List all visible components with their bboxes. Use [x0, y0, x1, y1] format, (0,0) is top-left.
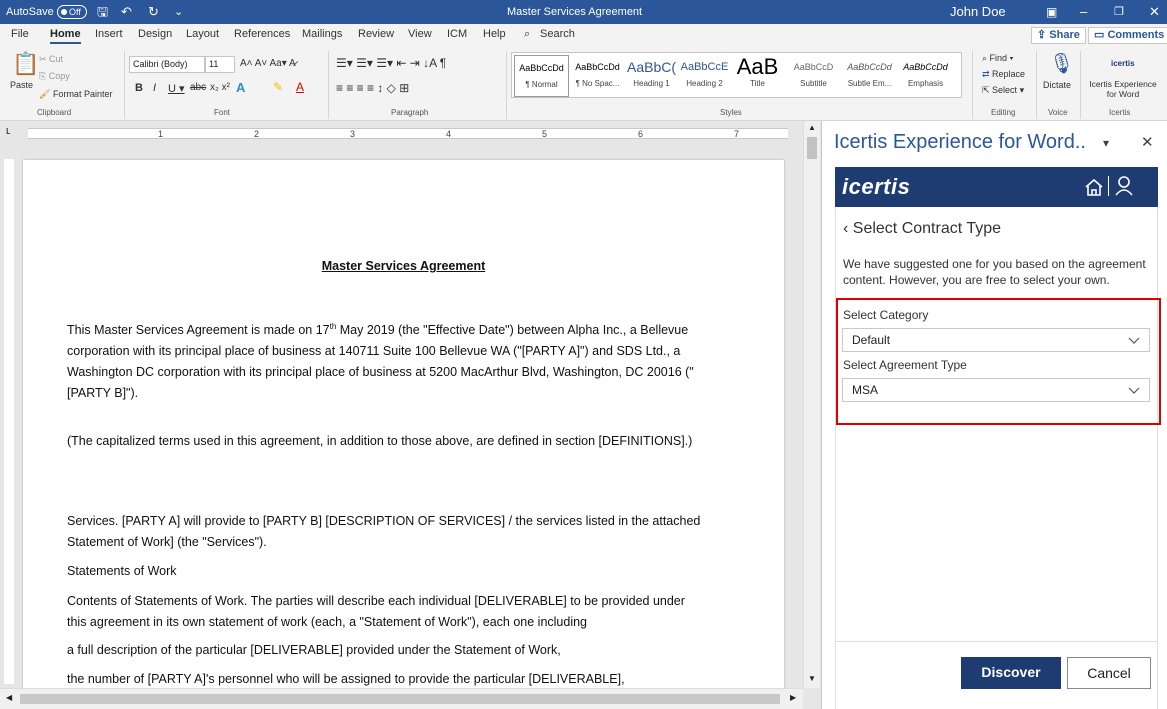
- cursor-icon: ⇱: [982, 85, 993, 95]
- ruler-track: [28, 128, 788, 139]
- ribbon-tabs: [0, 24, 1167, 47]
- voice-group-label: Voice: [1048, 108, 1068, 117]
- icertis-logo: icertis: [842, 174, 911, 199]
- divider: [328, 51, 329, 119]
- chevron-down-icon: [1128, 334, 1140, 346]
- ruler-number: 1: [158, 129, 164, 139]
- document-page[interactable]: [23, 160, 784, 690]
- style-no-spacing[interactable]: [570, 55, 625, 97]
- divider: [1036, 51, 1037, 119]
- scroll-thumb[interactable]: [20, 694, 780, 704]
- pane-options-icon[interactable]: ▾: [1103, 136, 1110, 150]
- divider: [835, 641, 1158, 642]
- home-icon[interactable]: [1084, 178, 1104, 196]
- divider: [972, 51, 973, 119]
- style-name: ¶ No Spac...: [575, 79, 620, 88]
- strikethrough-icon[interactable]: abc: [190, 82, 207, 93]
- agreement-type-select[interactable]: [842, 378, 1150, 402]
- style-title[interactable]: [730, 55, 785, 97]
- scroll-right-icon[interactable]: ▶: [790, 693, 797, 702]
- ruler-number: 2: [254, 129, 260, 139]
- font-group-label: Font: [214, 108, 231, 117]
- select-label: Select: [992, 85, 1018, 95]
- highlight-icon[interactable]: ✎: [273, 80, 284, 94]
- align-icons[interactable]: ≡ ≡ ≡ ≡ ↕ ◇ ⊞: [336, 81, 410, 95]
- tab-icm[interactable]: ICM: [447, 28, 468, 40]
- tab-design[interactable]: Design: [138, 28, 173, 40]
- format-painter-label: Format Painter: [52, 89, 113, 99]
- styles-gallery: [511, 52, 962, 98]
- chevron-down-icon: [1128, 384, 1140, 396]
- category-label: Select Category: [843, 308, 929, 322]
- style-preview: AaBbCcDd: [519, 63, 564, 73]
- icertis-group-label: Icertis: [1109, 108, 1131, 117]
- find-button[interactable]: ⌕ Find ▾: [982, 53, 1014, 63]
- brush-icon: 🖌: [39, 89, 53, 99]
- suggestion-description: We have suggested one for you based on the agreement content. However, you are free to select your own.: [843, 257, 1146, 287]
- microphone-icon[interactable]: 🎙: [1049, 53, 1075, 75]
- tab-selector-icon[interactable]: ʟ: [6, 125, 11, 137]
- styles-group-label: Styles: [720, 108, 742, 117]
- style-preview: AaBbCcDd: [575, 62, 620, 72]
- scroll-left-icon[interactable]: ◀: [6, 693, 13, 702]
- document-paragraph: Contents of Statements of Work. The parties will describe each individual [DELIVERABLE] to be provided under this agreement in its own statement of work (each, a "Statement of Work"), each one including: [67, 594, 685, 629]
- replace-icon: ⇄: [982, 69, 993, 79]
- tab-review[interactable]: Review: [358, 28, 395, 40]
- document-heading: Master Services Agreement: [321, 259, 486, 273]
- format-painter-button[interactable]: [39, 89, 112, 100]
- paragraph-text: May 2019 (the "Effective Date") between Alpha Inc., a Bellevue corporation with its principal place of business at 140711 Suite 100 Bellevue WA ("[PARTY A]") and SDS Ltd., a Washington DC corporation with its principal place of business at 5200 MacArthur Blvd, Washington, DC 20016 ("[PARTY B]").: [67, 323, 694, 401]
- scroll-up-icon[interactable]: ▲: [808, 123, 816, 132]
- customize-qat-icon[interactable]: ⌄: [174, 6, 184, 18]
- tab-insert[interactable]: Insert: [95, 28, 123, 40]
- document-paragraph: Services. [PARTY A] will provide to [PARTY B] [DESCRIPTION OF SERVICES] / the services listed in the attached Statement of Work] (the "Services").: [67, 514, 701, 549]
- font-size-select[interactable]: 11: [205, 56, 235, 73]
- ruler-number: 6: [638, 129, 644, 139]
- document-paragraph: a full description of the particular [DELIVERABLE] provided under the Statement of Work,: [67, 643, 561, 657]
- vertical-ruler-track: [4, 159, 14, 684]
- tab-layout[interactable]: Layout: [186, 28, 220, 40]
- document-paragraph: [67, 316, 707, 404]
- replace-button[interactable]: [982, 69, 1025, 80]
- copy-label: Copy: [48, 71, 70, 81]
- document-paragraph: Statements of Work: [67, 564, 177, 578]
- cut-label: Cut: [49, 54, 64, 64]
- style-normal[interactable]: [514, 55, 569, 97]
- find-label: Find: [989, 53, 1008, 63]
- save-icon[interactable]: 🖫: [97, 4, 109, 19]
- agreement-type-value: MSA: [852, 383, 879, 397]
- style-preview: AaBbCcD: [793, 62, 834, 72]
- tab-view[interactable]: View: [408, 28, 432, 40]
- style-subtitle[interactable]: [786, 55, 841, 97]
- share-icon: ⇪: [1037, 29, 1050, 41]
- subscript-icon[interactable]: x₂ x²: [210, 82, 230, 93]
- section-title: Select Contract Type: [852, 220, 1002, 237]
- clipboard-group-label: Clipboard: [37, 108, 72, 117]
- autosave-toggle[interactable]: Off: [57, 5, 87, 19]
- horizontal-ruler: [0, 121, 800, 145]
- find-icon: ⌕: [982, 53, 990, 63]
- category-select[interactable]: [842, 328, 1150, 352]
- paste-icon[interactable]: 📋: [12, 51, 40, 76]
- divider: [506, 51, 507, 119]
- agreement-type-label: Select Agreement Type: [843, 358, 967, 372]
- addin-content: [835, 207, 1158, 709]
- task-pane-title: Icertis Experience for Word..: [834, 131, 1086, 153]
- paragraph-group-label: Paragraph: [391, 108, 429, 117]
- ribbon-display-icon[interactable]: ▣: [1046, 5, 1058, 19]
- cancel-button[interactable]: Cancel: [1067, 657, 1151, 689]
- dictate-button[interactable]: Dictate: [1043, 80, 1072, 90]
- style-name: Title: [750, 79, 765, 88]
- style-subtle-emphasis[interactable]: [842, 55, 897, 97]
- cut-icon: ✂: [39, 54, 50, 64]
- italic-icon[interactable]: I: [153, 82, 157, 94]
- back-button[interactable]: [843, 220, 1001, 238]
- style-name: Emphasis: [907, 79, 944, 88]
- style-name: Subtle Em...: [847, 79, 892, 88]
- paragraph-text: This Master Services Agreement is made on 17: [67, 323, 330, 338]
- ruler-number: 5: [542, 129, 548, 139]
- user-name[interactable]: John Doe: [950, 4, 1006, 19]
- superscript-text: th: [329, 322, 337, 331]
- style-preview: AaBbCcDd: [903, 62, 948, 72]
- document-title: Master Services Agreement: [507, 6, 643, 18]
- list-icons[interactable]: ☰▾ ☰▾ ☰▾ ⇤ ⇥ ↓A ¶: [336, 56, 447, 70]
- style-heading-1[interactable]: [624, 55, 679, 97]
- divider: [1080, 51, 1081, 119]
- document-paragraph: the number of [PARTY A]'s personnel who will be assigned to provide the particular [DELIVERABLE],: [67, 672, 625, 686]
- chevron-left-icon: ‹: [843, 220, 853, 237]
- icertis-task-pane: [821, 121, 1167, 709]
- comments-label: Comments: [1107, 29, 1165, 41]
- title-bar: [0, 0, 1167, 24]
- ruler-number: 7: [734, 129, 740, 139]
- ribbon: [0, 47, 1167, 121]
- bold-icon[interactable]: B: [135, 82, 143, 94]
- category-value: Default: [852, 333, 891, 347]
- icertis-logo-icon[interactable]: icertis: [1111, 59, 1135, 68]
- style-name: Heading 1: [633, 79, 670, 88]
- underline-icon[interactable]: U ▾: [168, 83, 185, 95]
- copy-button[interactable]: [39, 71, 70, 82]
- font-size-tools-icon[interactable]: A˄ A˅ Aa▾ A̷: [240, 58, 296, 69]
- divider: [124, 51, 125, 119]
- share-button[interactable]: [1031, 27, 1086, 44]
- icertis-experience-button[interactable]: Icertis Experience for Word: [1089, 79, 1157, 99]
- redo-icon[interactable]: ↻: [148, 4, 159, 19]
- minimize-icon[interactable]: –: [1080, 4, 1088, 19]
- horizontal-scrollbar[interactable]: [0, 688, 803, 709]
- text-effects-icon[interactable]: A: [236, 80, 246, 95]
- style-name: Heading 2: [686, 79, 723, 88]
- comments-button[interactable]: [1088, 27, 1167, 44]
- style-emphasis[interactable]: [898, 55, 953, 97]
- tab-help[interactable]: Help: [483, 28, 506, 40]
- close-window-icon[interactable]: ✕: [1149, 4, 1160, 19]
- style-name: ¶ Normal: [525, 80, 558, 89]
- tab-mailings[interactable]: Mailings: [302, 28, 343, 40]
- close-pane-icon[interactable]: ✕: [1141, 134, 1154, 151]
- tab-home[interactable]: Home: [50, 28, 81, 44]
- scroll-down-icon[interactable]: ▼: [808, 674, 816, 683]
- font-name-select[interactable]: Calibri (Body): [129, 56, 205, 73]
- style-preview: AaBbCcDd: [847, 62, 892, 72]
- tab-file[interactable]: File: [11, 28, 29, 40]
- cut-button[interactable]: [39, 54, 63, 65]
- style-heading-2[interactable]: [677, 55, 732, 97]
- vertical-ruler: [0, 145, 17, 688]
- select-button[interactable]: ⇱ Select ▾: [982, 85, 1025, 95]
- undo-icon[interactable]: ↶: [121, 4, 132, 19]
- divider: [1108, 176, 1109, 196]
- vertical-scrollbar[interactable]: [803, 121, 820, 688]
- share-label: Share: [1049, 29, 1080, 41]
- ruler-number: 3: [350, 129, 356, 139]
- style-name: Subtitle: [800, 79, 827, 88]
- comment-icon: ▭: [1094, 29, 1108, 41]
- copy-icon: ⎘: [39, 71, 49, 81]
- document-paragraph: (The capitalized terms used in this agreement, in addition to those above, are defined in section [DEFINITIONS].): [67, 434, 693, 448]
- discover-button[interactable]: Discover: [961, 657, 1061, 689]
- ruler-number: 4: [446, 129, 452, 139]
- style-preview: AaBbC(: [626, 59, 677, 75]
- search-icon[interactable]: ⌕: [524, 28, 531, 40]
- user-icon[interactable]: [1115, 176, 1133, 196]
- font-color-icon[interactable]: A: [296, 80, 305, 94]
- scroll-thumb[interactable]: [807, 137, 817, 159]
- icertis-header: [835, 167, 1158, 207]
- editing-group-label: Editing: [991, 108, 1016, 117]
- search-box[interactable]: Search: [540, 28, 575, 40]
- tab-references[interactable]: References: [234, 28, 291, 40]
- replace-label: Replace: [992, 69, 1026, 79]
- style-preview: AaB: [736, 55, 779, 79]
- restore-icon[interactable]: ❐: [1114, 6, 1124, 18]
- autosave-label: AutoSave: [6, 6, 54, 18]
- paste-button[interactable]: Paste: [10, 80, 34, 90]
- style-preview: AaBbCcE: [680, 61, 729, 73]
